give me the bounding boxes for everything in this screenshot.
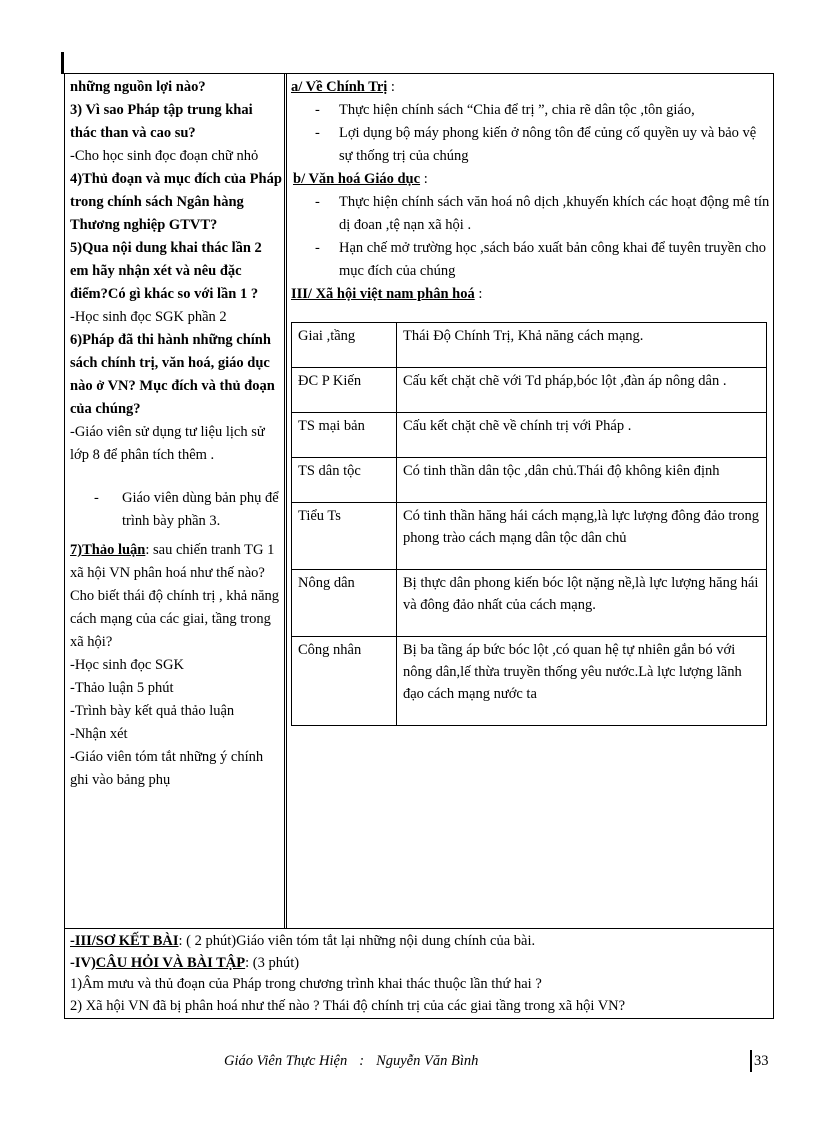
exercise-question-1: 1)Âm mưu và thủ đoạn của Pháp trong chương trình khai thác thuộc lần thứ hai ? <box>70 976 542 992</box>
question-7 <box>70 539 282 654</box>
table-row <box>292 458 767 503</box>
step-2: -Thảo luận 5 phút <box>70 680 174 696</box>
left-line-1: những nguồn lợi nào? <box>70 79 206 95</box>
table-row <box>292 503 767 570</box>
answer-5: -Học sinh đọc SGK phần 2 <box>70 309 227 325</box>
footer <box>224 1053 478 1070</box>
section-b-title: b/ Văn hoá Giáo dục <box>293 171 421 187</box>
summary-text: : ( 2 phút)Giáo viên tóm tắt lại những nội dung chính của bài. <box>178 933 536 949</box>
list-item <box>291 122 771 168</box>
teacher-activities-column <box>70 76 282 792</box>
bullet-text: Giáo viên dùng bản phụ để trình bày phần 3. <box>122 490 279 529</box>
step-3: -Trình bày kết quả thảo luận <box>70 703 235 719</box>
content-column <box>291 76 771 306</box>
step-1: -Học sinh đọc SGK <box>70 657 184 673</box>
item-dash: - <box>315 194 320 210</box>
step-5: -Giáo viên tóm tắt những ý chính ghi vào bảng phụ <box>70 749 264 788</box>
item-text: Lợi dụng bộ máy phong kiến ở nông tôn để củng cố quyền uy và bảo vệ sự thống trị của chúng <box>339 125 757 164</box>
list-item <box>291 191 771 237</box>
question-6: 6)Pháp đã thi hành những chính sách chính trị, văn hoá, giáo dục nào ở VN? Mục đích và thủ đoạn của chúng? <box>70 332 275 417</box>
item-text: Hạn chế mở trường học ,sách báo xuất bản công khai để tuyên truyền cho mục đích của chúng <box>339 240 767 279</box>
lesson-table <box>64 73 774 1019</box>
item-text: Thực hiện chính sách “Chia để trị ”, chia rẽ dân tộc ,tôn giáo, <box>339 102 695 118</box>
bullet-dash: - <box>94 490 99 506</box>
class-name-cell: Công nhân <box>292 637 397 726</box>
header-cell: Thái Độ Chính Trị, Khả năng cách mạng. <box>397 323 767 368</box>
exercises-prefix: -IV) <box>70 954 96 971</box>
attitude-cell: Bị ba tầng áp bức bóc lột ,có quan hệ tự nhiên gắn bó với nông dân,lế thừa truyền thống yêu nước.Là lực lượng lãnh đạo cách mạng nước ta <box>397 637 767 726</box>
item-dash: - <box>315 240 320 256</box>
column-divider <box>284 74 287 929</box>
section-a-heading <box>291 76 771 99</box>
exercises-label: CÂU HỎI VÀ BÀI TẬP <box>95 954 246 971</box>
attitude-cell: Cấu kết chặt chẽ về chính trị với Pháp . <box>397 413 767 458</box>
step-4: -Nhận xét <box>70 726 128 742</box>
section-iii-heading <box>291 283 771 306</box>
section-b-heading <box>291 168 771 191</box>
exercises-text: : (3 phút) <box>245 954 300 971</box>
table-row <box>292 368 767 413</box>
attitude-cell: Có tinh thần hăng hái cách mạng,là lực lượng đông đảo trong phong trào cách mạng dân tộc dân chủ <box>397 503 767 570</box>
attitude-cell: Có tinh thần dân tộc ,dân chủ.Thái độ không kiên định <box>397 458 767 503</box>
row-divider <box>65 928 773 929</box>
section-b-colon: : <box>420 171 428 187</box>
table-row <box>292 413 767 458</box>
social-classes-table <box>291 322 767 726</box>
answer-3: -Cho học sinh đọc đoạn chữ nhỏ <box>70 148 259 164</box>
table-row <box>292 570 767 637</box>
question-3: 3) Vì sao Pháp tập trung khai thác than và cao su? <box>70 102 253 141</box>
section-a-title: a/ Về Chính Trị <box>291 79 388 95</box>
top-margin-bar <box>61 52 64 74</box>
teacher-label: Giáo Viên Thực Hiện <box>224 1053 348 1069</box>
summary-label: -III/SƠ KẾT BÀI <box>70 933 179 949</box>
class-name-cell: ĐC P Kiến <box>292 368 397 413</box>
question-7-label: 7)Thảo luận <box>70 542 146 558</box>
class-name-cell: TS dân tộc <box>292 458 397 503</box>
attitude-cell: Cấu kết chặt chẽ với Td pháp,bóc lột ,đàn áp nông dân . <box>397 368 767 413</box>
section-iii-colon: : <box>474 286 483 302</box>
answer-6: -Giáo viên sử dụng tư liệu lịch sử lớp 8 để phân tích thêm . <box>70 424 265 463</box>
class-name-cell: Tiểu Ts <box>292 503 397 570</box>
summary-line <box>70 931 770 953</box>
table-row <box>292 637 767 726</box>
section-b-list <box>291 191 771 283</box>
summary-section <box>70 931 770 1017</box>
footer-colon: : <box>359 1053 365 1069</box>
section-a-colon: : <box>387 79 395 95</box>
exercise-question-2: 2) Xã hội VN đã bị phân hoá như thế nào ? Thái độ chính trị của các giai tầng trong xã hội VN? <box>70 997 626 1014</box>
exercises-line <box>70 953 770 975</box>
list-item <box>291 99 771 122</box>
item-dash: - <box>315 102 320 118</box>
list-item <box>291 237 771 283</box>
item-text: Thực hiện chính sách văn hoá nô dịch ,khuyến khích các hoạt động mê tín dị đoan ,tệ nạn xã hội . <box>339 194 770 233</box>
question-5: 5)Qua nội dung khai thác lần 2 em hãy nhận xét và nêu đặc điểm?Có gì khác so với lần 1 ? <box>70 240 262 302</box>
question-4: 4)Thủ đoạn và mục đích của Pháp trong chính sách Ngân hàng Thương nghiệp GTVT? <box>70 171 282 233</box>
class-name-cell: Nông dân <box>292 570 397 637</box>
question-7-text: : sau chiến tranh TG 1 xã hội VN phân hoá như thế nào? Cho biết thái độ chính trị , khả năng cách mạng của các giai, tầng trong xã hội? <box>70 542 280 650</box>
header-cell: Giai ,tầng <box>292 323 397 368</box>
left-bullet-item <box>94 487 282 533</box>
item-dash: - <box>315 125 320 141</box>
teacher-name: Nguyễn Văn Bình <box>376 1053 479 1069</box>
page-number: 33 <box>750 1050 769 1072</box>
section-a-list <box>291 99 771 168</box>
class-name-cell: TS mại bản <box>292 413 397 458</box>
section-iii-title: III/ Xã hội việt nam phân hoá <box>291 286 475 302</box>
attitude-cell: Bị thực dân phong kiến bóc lột nặng nề,là lực lượng hăng hái và đông đảo nhất của cách mạng. <box>397 570 767 637</box>
table-header-row <box>292 323 767 368</box>
